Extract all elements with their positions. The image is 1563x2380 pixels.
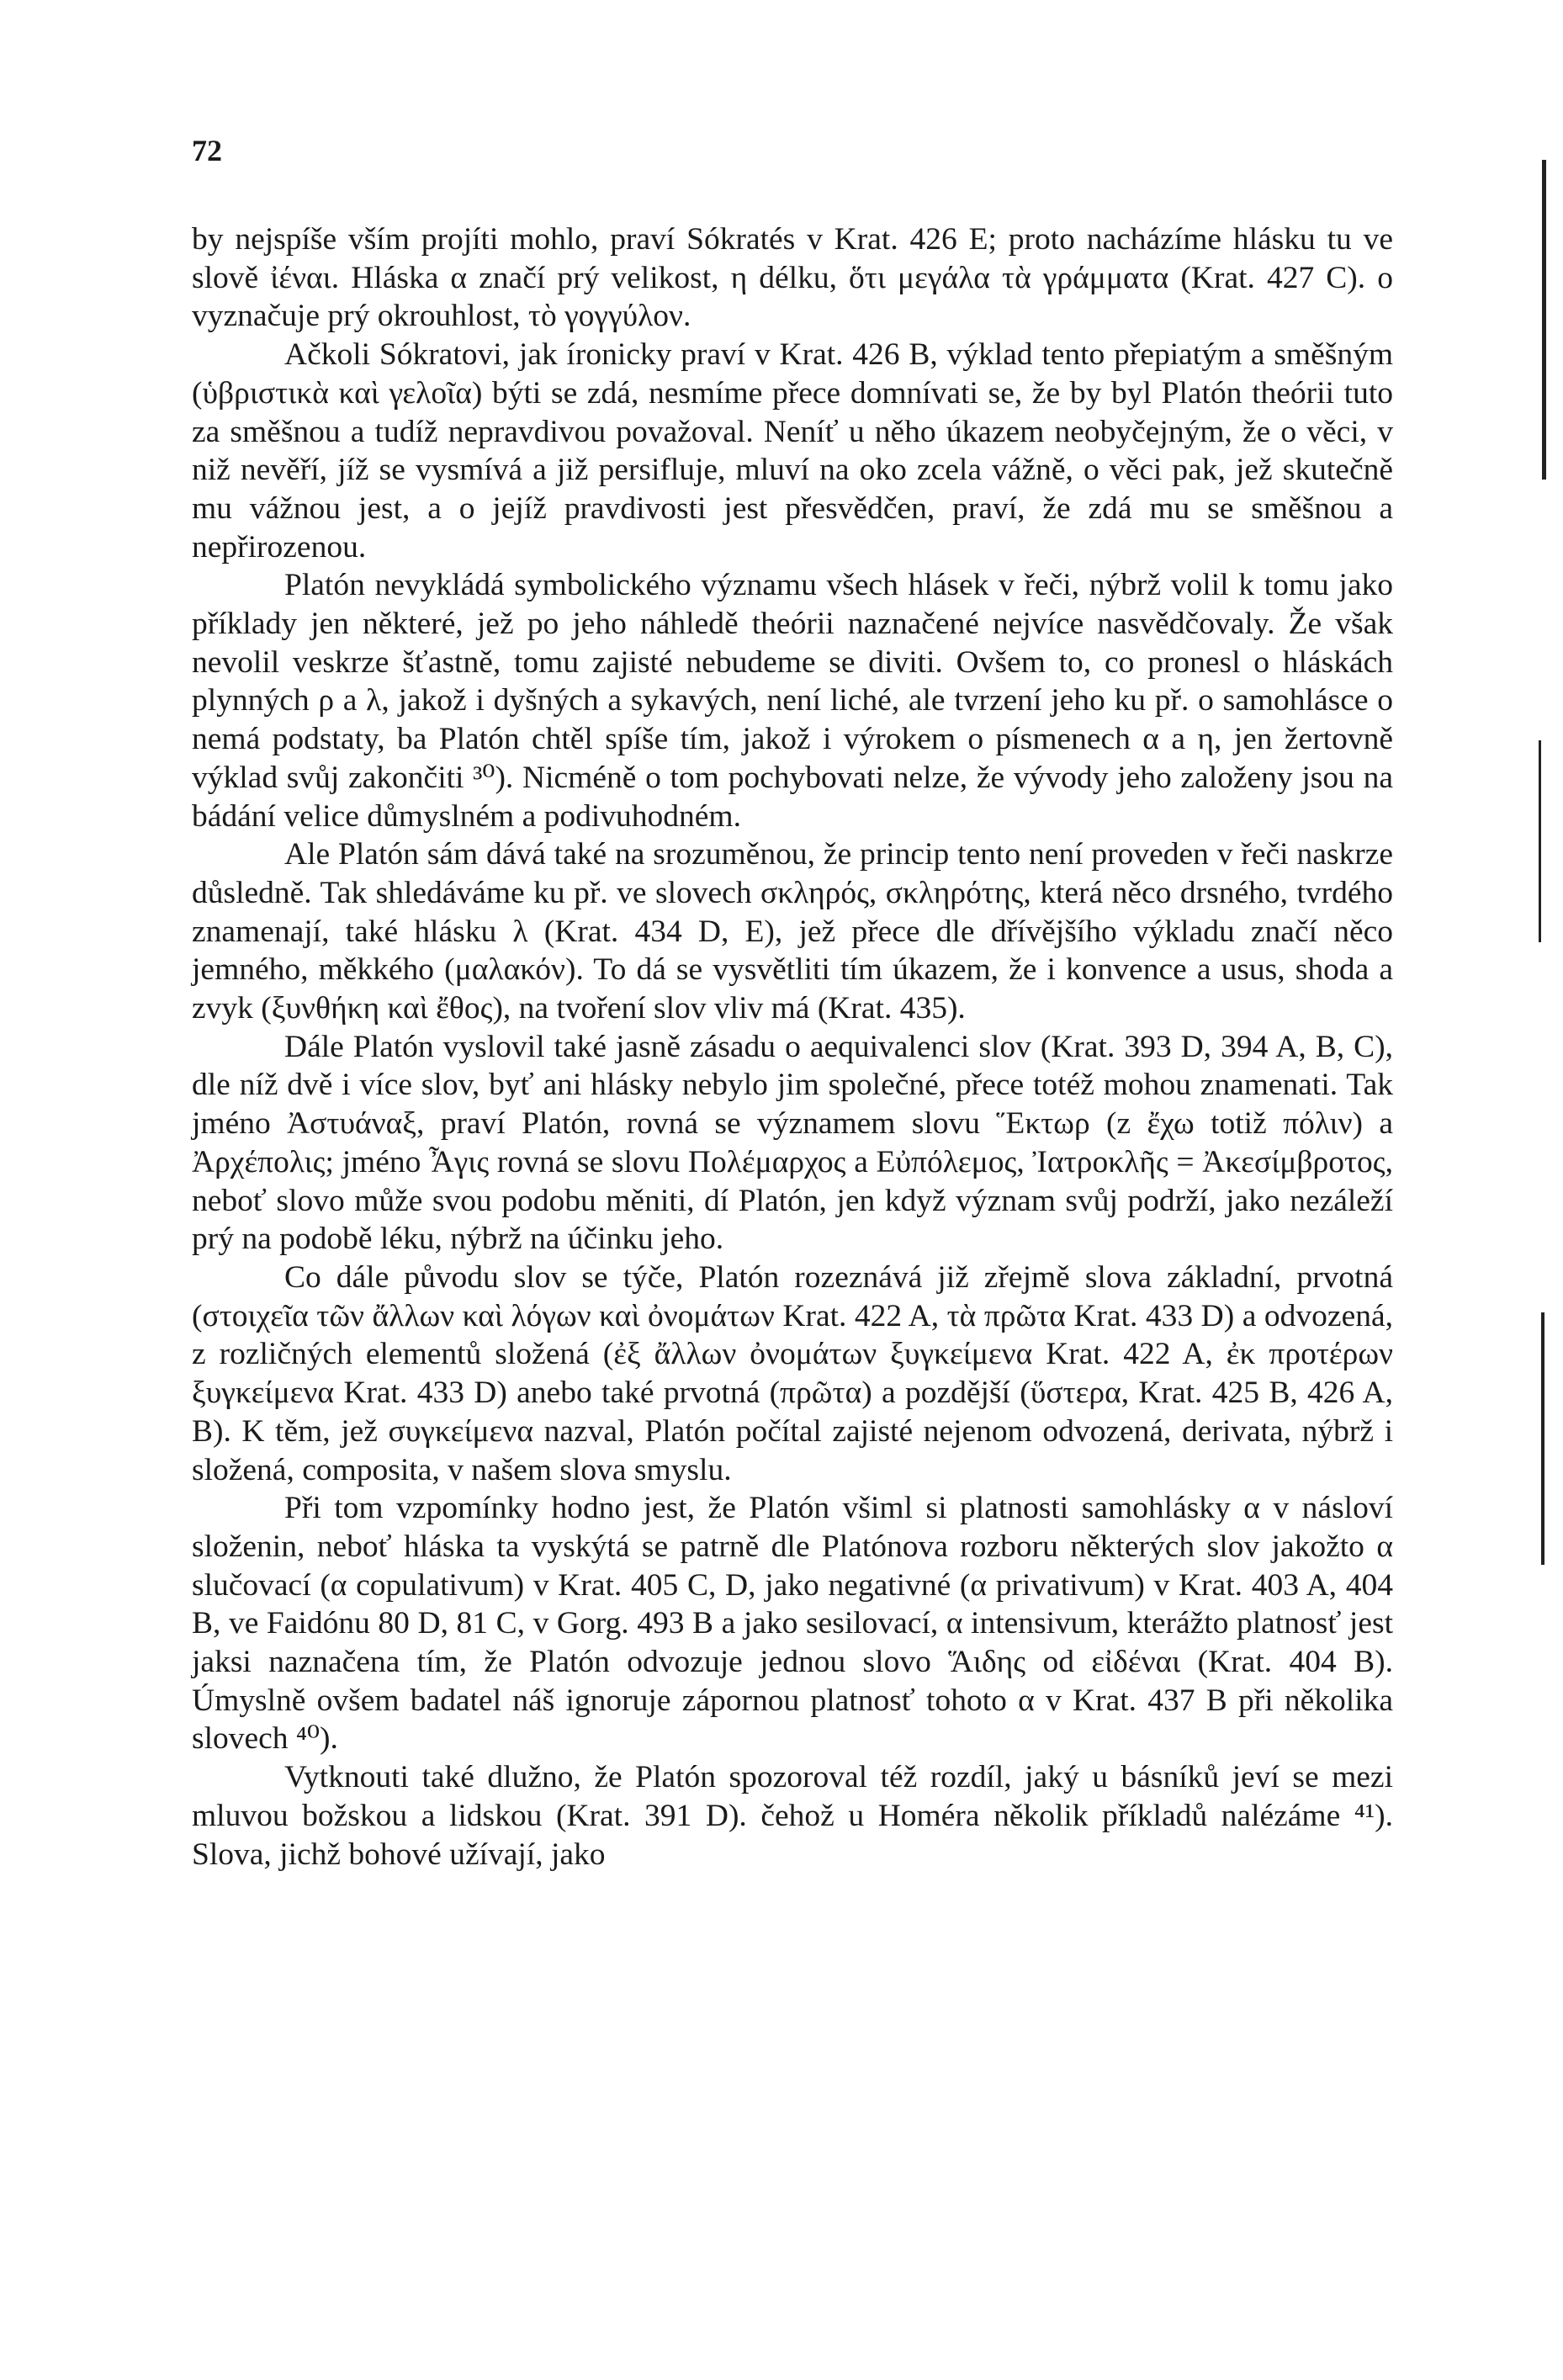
paragraph: Ačkoli Sókratovi, jak íronicky praví v Krat. 426 B, výklad tento přepiatým a směšným (ὑβριστικὰ καὶ γελοῖα) býti se zdá, nesmíme přece domnívati se, že by byl Platón theórii tuto za směšnou a tudíž nepravdivou považoval. Neníť u něho úkazem neobyčejným, že o věci, v niž nevěří, jíž se vysmívá a již persifluje, mluví na oko zcela vážně, o věci pak, jež skutečně mu vážnou jest, a o jejíž pravdivosti jest přesvědčen, praví, že zdá mu se směšnou a nepřirozenou. — [192, 337, 1393, 565]
paragraph: Vytknouti také dlužno, že Platón spozoroval též rozdíl, jaký u básníků jeví se mezi mluvou božskou a lidskou (Krat. 391 D). čehož u Homéra několik příkladů nalézáme ⁴¹). Slova, jichž bohové užívají, jako — [192, 1760, 1393, 1872]
binding-edge-mark — [1539, 740, 1541, 942]
page-text — [192, 220, 1393, 1874]
binding-edge-mark — [1542, 160, 1546, 480]
paragraph: by nejspíše vším projíti mohlo, praví Sókratés v Krat. 426 E; proto nacházíme hlásku tu ve slově ἰέναι. Hláska α značí prý velikost, η délku, ὅτι μεγάλα τὰ γράμματα (Krat. 427 C). ο vyznačuje prý okrouhlost, τὸ γογγύλον. — [192, 222, 1393, 334]
paragraph: Ale Platón sám dává také na srozuměnou, že princip tento není proveden v řeči naskrze důsledně. Tak shledáváme ku př. ve slovech σκληρός, σκληρότης, která něco drsného, tvrdého znamenají, také hlásku λ (Krat. 434 D, E), jež přece dle dřívějšího výkladu značí něco jemného, měkkého (μαλακόν). To dá se vysvětliti tím úkazem, že i konvence a usus, shoda a zvyk (ξυνθήκη καὶ ἔθος), na tvoření slov vliv má (Krat. 435). — [192, 837, 1393, 1026]
paragraph: Co dále původu slov se týče, Platón rozeznává již zřejmě slova základní, prvotná (στοιχεῖα τῶν ἄλλων καὶ λόγων καὶ ὀνομάτων Krat. 422 A, τὰ πρῶτα Krat. 433 D) a odvozená, z rozličných elementů složená (ἐξ ἄλλων ὀνομάτων ξυγκείμενα Krat. 422 A, ἐκ προτέρων ξυγκείμενα Krat. 433 D) anebo také prvotná (πρῶτα) a pozdější (ὕστερα, Krat. 425 B, 426 A, B). K těm, jež συγκείμενα nazval, Platón počítal zajisté nejenom odvozená, derivata, nýbrž i složená, composita, v našem slova smyslu. — [192, 1259, 1393, 1487]
paragraph: Dále Platón vyslovil také jasně zásadu o aequivalenci slov (Krat. 393 D, 394 A, B, C), dle níž dvě i více slov, byť ani hlásky nebylo jim společné, přece totéž mohou znamenati. Tak jméno Ἀστυάναξ, praví Platón, rovná se významem slovu Ἕκτωρ (z ἔχω totiž πόλιν) a Ἀρχέπολις; jméno Ἆγις rovná se slovu Πολέμαρχος a Εὐπόλεμος, Ἰατροκλῆς = Ἀκεσίμβροτος, neboť slovo může svou podobu měniti, dí Platón, jen když význam svůj podrží, jako nezáleží prý na podobě léku, nýbrž na účinku jeho. — [192, 1029, 1393, 1257]
paragraph: Platón nevykládá symbolického významu všech hlásek v řeči, nýbrž volil k tomu jako příklady jen některé, jež po jeho náhledě theórii naznačené nejvíce nasvědčovaly. Že však nevolil veskrze šťastně, tomu zajisté nebudeme se diviti. Ovšem to, co pronesl o hláskách plynných ρ a λ, jakož i dyšných a sykavých, není liché, ale tvrzení jeho ku př. o samohlásce o nemá podstaty, ba Platón chtěl spíše tím, jakož i výrokem o písmenech α a η, jen žertovně výklad svůj zakončiti ³⁰). Nicméně o tom pochybovati nelze, že vývody jeho založeny jsou na bádání velice důmyslném a podivuhodném. — [192, 568, 1393, 834]
binding-edge-mark — [1541, 1312, 1544, 1565]
page-number: 72 — [192, 134, 222, 167]
paragraph: Při tom vzpomínky hodno jest, že Platón všiml si platnosti samohlásky α v násloví složenin, neboť hláska ta vyskýtá se patrně dle Platónova rozboru některých slov jakožto α slučovací (α copulativum) v Krat. 405 C, D, jako negativné (α privativum) v Krat. 403 A, 404 B, ve Faidónu 80 D, 81 C, v Gorg. 493 B a jako sesilovací, α intensivum, kterážto platnosť jest jaksi naznačena tím, že Platón odvozuje jednou slovo Ἅιδης od εἰδέναι (Krat. 404 B). Úmyslně ovšem badatel náš ignoruje zápornou platnosť tohoto α v Krat. 437 B při několika slovech ⁴⁰). — [192, 1491, 1393, 1757]
